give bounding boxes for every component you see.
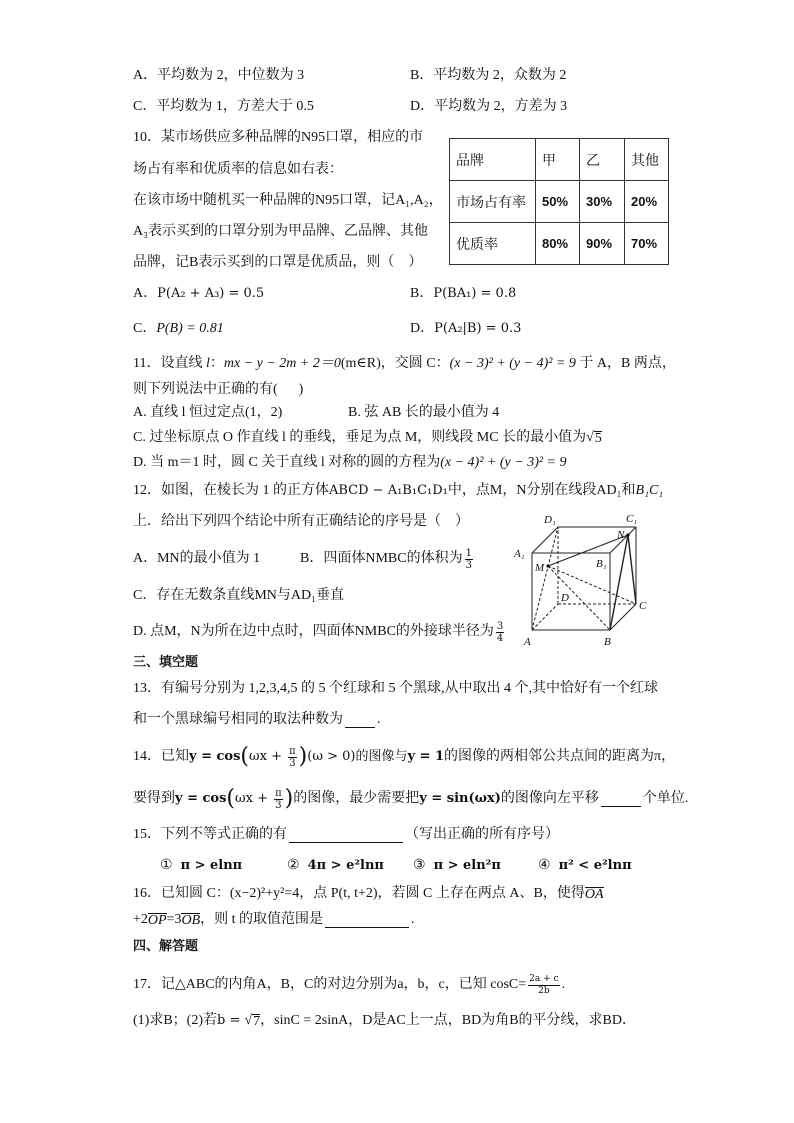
radical-sign: √ [586,430,594,445]
stem-text: . [561,977,566,992]
label-c1: C₁ [626,513,638,525]
point-n [626,533,629,536]
q10-option-b [410,284,516,304]
q13-line-1 [133,679,658,699]
q10-stem-line [133,191,443,211]
option-expression: P(A₂ + A₃) = 0.5 [157,286,265,301]
q12-option-a [133,549,260,569]
cube-figure [500,505,660,655]
stem-text: . [411,912,415,927]
section-title: 三、填空题 [133,654,199,669]
table-cell: 30% [580,181,625,223]
segment-mn [548,535,628,566]
option-label: A． [133,286,158,301]
option-text: D. 点M，N为所在边中点时，四面体NMBC的外接球半径为 [133,624,494,639]
label-b: B [604,636,611,648]
q10-stem-line [133,160,343,180]
q15-option-2 [287,856,384,876]
option-text: C．平均数为 1，方差大于 0.5 [133,99,314,114]
denominator: 3 [465,559,472,571]
label-a1: A₁ [514,548,525,560]
radicand: 7 [253,1013,261,1029]
section-answer-heading [133,936,198,956]
option-expression: 4π > e²lnπ [307,858,384,873]
stem-text: 和一个黑球编号相同的取法种数为 [133,712,343,727]
fraction [528,974,559,997]
table-header-row [450,139,669,181]
right-paren: ) [298,744,308,769]
label-d: D [561,592,569,604]
label-a: A [524,636,531,648]
q11-option-a [133,403,282,423]
stem-text: 17．记△ABC的内角A，B，C的对边分别为a，b，c，已知 cosC= [133,977,527,992]
label-m: M [535,562,545,574]
option-expression: π > eln²π [433,858,501,873]
diagonal-ad1 [532,527,558,630]
segment-mb [548,566,610,630]
segment-nb [610,535,628,630]
option-text: B．平均数为 2，众数为 2 [410,68,567,83]
stem-text: 13．有编号分别为 1,2,3,4,5 的 5 个红球和 5 个黑球,从中取出 4 个,其中恰好有一个红球 [133,681,658,696]
q10-option-c [133,319,224,339]
option-label: B． [410,286,434,301]
stem-text: 中，点M，N分别在线段AD₁和 [447,483,636,498]
q10-option-d [410,319,521,339]
table-cell: 70% [625,223,669,265]
option-mark: ② [287,858,300,873]
denominator: 3 [275,799,282,811]
option-text: A．平均数为 2，中位数为 3 [133,68,305,83]
q9-option-a [133,66,304,86]
q17-line-1 [133,975,565,995]
option-text: C．存在无数条直线MN与AD₁垂直 [133,588,344,603]
label-n: N [617,529,625,541]
q12-stem-line-2 [133,512,469,532]
segment-nc [628,535,636,604]
fraction [465,548,473,571]
vector-op: OP [147,912,167,928]
option-expression: P(A₂|B) = 0.3 [434,321,522,336]
option-expression: π > elnπ [180,858,243,873]
option-mark: ④ [538,858,551,873]
stem-text: 要得到 [133,791,175,806]
table-row [450,181,669,223]
table-header-cell: 其他 [625,139,669,181]
function-argument: ωx + [235,791,273,806]
label-b1: B₁ [596,558,607,570]
stem-text: 品牌，记B表示买到的口罩是优质品，则（ ） [133,255,423,270]
cos-function: y = cos [189,749,241,764]
stem-text: 个单位. [642,791,689,806]
q12-option-c [133,586,344,606]
point-m [546,564,549,567]
option-expression: π² < e²lnπ [558,858,632,873]
stem-text: ，则 t 的取值范围是 [200,912,324,927]
stem-text: 的图像，最少需要把 [293,791,420,806]
vector-oa: OA [584,886,604,902]
table-cell: 80% [536,223,580,265]
stem-text: 12．如图，在棱长为 1 的正方体 [133,483,329,498]
fraction [274,788,283,811]
stem-text: 14．已知 [133,749,189,764]
option-mark: ① [160,858,173,873]
q16-line-1 [133,884,604,904]
table-cell: 50% [536,181,580,223]
option-text: B．四面体NMBC的体积为 [300,551,463,566]
q14-line-1 [133,744,676,769]
stem-text: =3 [166,912,182,927]
q11-stem-line-1 [133,354,676,374]
q11-option-c [133,428,602,448]
option-text: B. 弦 AB 长的最小值为 4 [348,405,500,420]
q17-line-2 [133,1011,636,1031]
stem-text: 15．下列不等式正确的有 [133,827,287,842]
q15-option-1 [160,856,242,876]
numerator: 1 [465,547,472,559]
q15-stem [133,825,559,845]
b-equation: b = [217,1013,245,1028]
q15-option-4 [538,856,632,876]
q10-brand-table [449,138,669,265]
sin-function: y = sin(ωx) [419,791,501,806]
function-argument: ωx + [249,749,287,764]
cos-function: y = cos [175,791,227,806]
denominator: 4 [496,632,504,644]
table-cell: 20% [625,181,669,223]
answer-blank [325,913,409,928]
answer-blank [601,792,641,807]
option-text: D. 当 m＝1 时，圆 C 关于直线 l 对称的圆的方程为 [133,455,441,470]
stem-text: 的图像的两相邻公共点间的距离为π， [444,749,676,764]
q10-stem-line [133,253,422,273]
cube-name: ABCD − A₁B₁C₁D₁ [329,483,448,498]
table-cell: 90% [580,223,625,265]
option-label: D． [410,321,435,336]
q9-option-d [410,97,567,117]
numerator: 3 [496,620,504,632]
table-row [450,223,669,265]
stem-text: ，sinC = 2sinA，D是AC上一点，BD为角B的平分线，求BD． [260,1013,636,1028]
q12-stem-line-1 [133,481,663,501]
stem-text: 11．设直线 [133,356,206,371]
numerator: π [275,787,282,799]
option-expression: P(BA₁) = 0.8 [433,286,517,301]
stem-text: . [377,712,381,727]
line-equation: mx − y − 2m + 2＝0 [223,356,341,371]
stem-text: (1)求B；(2)若 [133,1013,217,1028]
stem-text: 10．某市场供应多种品牌的N95口罩，相应的市 [133,130,424,145]
denominator: 2b [538,985,550,996]
q10-stem-line [133,128,423,148]
stem-text: (m∈R)，交圆 C： [340,356,450,371]
stem-text: ： [209,356,224,371]
fraction [288,746,297,769]
left-paren: ( [226,786,235,811]
table-cell: 市场占有率 [450,181,536,223]
hidden-edge-ad [532,604,558,630]
numerator: 2a + c [529,973,559,984]
q16-line-2 [133,910,415,930]
option-expression: P(B) = 0.81 [156,321,224,336]
option-text: A. 直线 l 恒过定点(1，2) [133,405,283,420]
table-header-cell: 乙 [580,139,625,181]
stem-text: 的图像向左平移 [500,791,599,806]
denominator: 3 [289,757,296,769]
section-title: 四、解答题 [133,938,199,953]
q12-option-d [133,622,506,642]
circle-equation: (x − 4)² + (y − 3)² = 9 [440,455,567,470]
line-variable: l [205,356,210,371]
option-text: D．平均数为 2，方差为 3 [410,99,568,114]
option-text: C. 过坐标原点 O 作直线 l 的垂线，垂足为点 M，则线段 MC 长的最小值为 [133,430,587,445]
cube-edge-a1d1 [532,527,558,553]
q11-option-b [348,403,499,423]
label-c: C [639,600,647,612]
option-text: A．MN的最小值为 1 [133,551,261,566]
q9-option-c [133,97,314,117]
stem-text: 上．给出下列四个结论中所有正确结论的序号是（ ） [133,514,469,529]
radical-sign: √ [244,1013,253,1028]
answer-blank [345,713,375,728]
stem-text: 16．已知圆 C：(x−2)²+y²=4，点 P(t, t+2)，若圆 C 上存在两点 A、B，使得 [133,886,585,901]
radicand: 5 [594,430,602,446]
stem-text: 则下列说法中正确的有( ) [133,382,304,397]
q12-option-b [300,549,475,569]
numerator: π [289,745,296,757]
stem-text: 在该市场中随机买一种品牌的N95口罩，记A₁,A₂， [133,193,443,208]
q10-stem-line [133,222,428,242]
q15-option-3 [413,856,501,876]
table-header-cell: 品牌 [450,139,536,181]
option-label: C． [133,321,157,336]
q11-option-d [133,453,567,473]
stem-text: （写出正确的所有序号） [405,827,559,842]
q14-line-2 [133,786,689,811]
right-paren: ) [284,786,294,811]
constant-function: y = 1 [407,749,444,764]
stem-text: 场占有率和优质率的信息如右表： [133,162,343,177]
q11-stem-line-2 [133,380,303,400]
option-mark: ③ [413,858,426,873]
stem-text: 于 A，B 两点， [575,356,676,371]
q13-line-2 [133,710,381,730]
q10-option-a [133,284,264,304]
segment-name: B₁C₁ [635,483,664,498]
stem-text: (ω > 0)的图像与 [307,749,408,764]
q9-option-b [410,66,566,86]
table-header-cell: 甲 [536,139,580,181]
stem-text: A₃表示买到的口罩分别为甲品牌、乙品牌、其他 [133,224,428,239]
section-fill-in-heading [133,652,198,672]
answer-blank [289,828,403,843]
left-paren: ( [240,744,249,769]
vector-ob: OB [181,912,201,928]
circle-equation: (x − 3)² + (y − 4)² = 9 [449,356,576,371]
label-d1: D₁ [544,514,556,526]
table-cell: 优质率 [450,223,536,265]
stem-text: +2 [133,912,148,927]
